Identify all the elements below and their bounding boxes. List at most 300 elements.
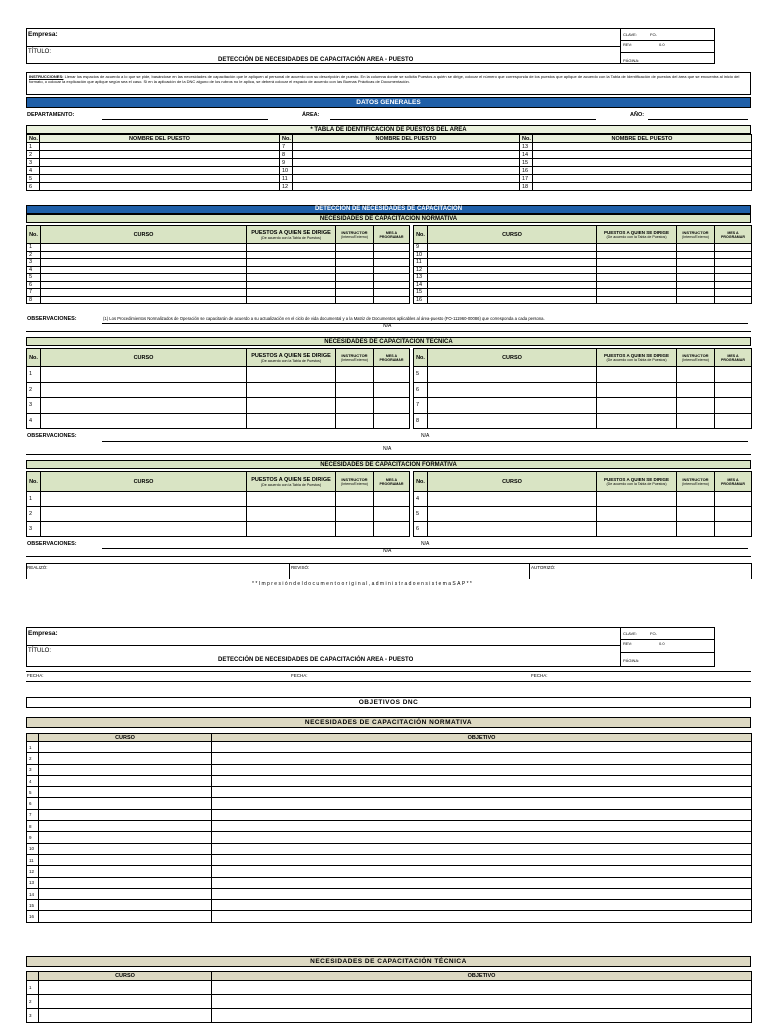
col-instructor: INSTRUCTOR (Interno/Externo) bbox=[336, 349, 374, 367]
row-num: 9 bbox=[280, 159, 293, 167]
col-puestos: PUESTOS A QUIEN SE DIRIGE (De acuerdo con la Tabla de Puestos) bbox=[597, 226, 677, 244]
curso-cell[interactable] bbox=[39, 821, 212, 832]
mes-cell[interactable] bbox=[374, 522, 410, 537]
realizo-label: REALIZÓ: bbox=[27, 565, 48, 570]
curso-cell[interactable] bbox=[41, 413, 247, 429]
instructor-cell[interactable] bbox=[677, 274, 715, 282]
row-num: 6 bbox=[414, 522, 428, 537]
instructor-cell[interactable] bbox=[336, 367, 374, 383]
mes-cell[interactable] bbox=[715, 382, 752, 398]
curso-cell[interactable] bbox=[41, 281, 247, 289]
row-num: 1 bbox=[27, 244, 41, 252]
puestos-cell[interactable] bbox=[247, 398, 336, 414]
row-num: 15 bbox=[520, 159, 533, 167]
row-num: 6 bbox=[414, 382, 428, 398]
row-num: 10 bbox=[414, 251, 428, 259]
objetivo-cell[interactable] bbox=[212, 911, 752, 922]
instructor-cell[interactable] bbox=[677, 492, 715, 507]
row-num: 3 bbox=[27, 398, 41, 414]
objetivo-cell[interactable] bbox=[212, 821, 752, 832]
curso-cell[interactable] bbox=[39, 798, 212, 809]
formativa-table-left bbox=[26, 471, 410, 537]
curso-cell[interactable] bbox=[41, 492, 247, 507]
objetivo-cell[interactable] bbox=[212, 995, 752, 1009]
instructor-cell[interactable] bbox=[336, 296, 374, 304]
mes-cell[interactable] bbox=[715, 289, 752, 297]
instructor-cell[interactable] bbox=[677, 296, 715, 304]
row-num: 4 bbox=[27, 775, 39, 786]
row-num: 5 bbox=[414, 367, 428, 383]
puesto-cell[interactable] bbox=[293, 175, 520, 183]
puestos-cell[interactable] bbox=[247, 382, 336, 398]
puestos-cell[interactable] bbox=[597, 289, 677, 297]
puestos-cell[interactable] bbox=[597, 281, 677, 289]
instructions-text: Llenar los espacios de acuerdo a lo que se pide, basándose en las necesidades de capacitación que le apliquen al personal de acuerdo con su descripción de puesto. En la columna donde se solicita Puestos a quién se dirige, colocar el número que corresponda de los puestos que aplique de acuerdo con la Tabla de Identificación de puestos del área que se encuentra al inicio del formato, o colocar la explicación que aplique según sea el caso. Si en la aplicación de la DNC alguno de los rubros no le aplica, se deberá colocar el espacio de acuerdo con las Buenas Prácticas de Documentación. bbox=[29, 74, 740, 84]
titulo-label: TÍTULO: bbox=[28, 648, 52, 654]
curso-cell[interactable] bbox=[428, 382, 597, 398]
row-num: 2 bbox=[27, 382, 41, 398]
mes-cell[interactable] bbox=[374, 492, 410, 507]
puestos-cell[interactable] bbox=[597, 367, 677, 383]
curso-cell[interactable] bbox=[39, 911, 212, 922]
tecnica-table-left bbox=[26, 348, 410, 429]
observaciones-normativa-text: (1) Los Procedimientos Normalizados de Operación se capacitarán de acuerdo a su actualización en el ciclo de vida documental y a la Matriz de Documentos aplicables al área-puesto (FO-111960-00086) que corresponda a cada persona. bbox=[103, 316, 545, 321]
mes-cell[interactable] bbox=[374, 289, 410, 297]
puesto-cell[interactable] bbox=[533, 175, 752, 183]
row-num: 5 bbox=[414, 507, 428, 522]
row-num: 7 bbox=[280, 143, 293, 151]
puestos-cell[interactable] bbox=[247, 266, 336, 274]
mes-cell[interactable] bbox=[374, 382, 410, 398]
curso-cell[interactable] bbox=[428, 492, 597, 507]
objetivo-cell[interactable] bbox=[212, 854, 752, 865]
objetivo-cell[interactable] bbox=[212, 809, 752, 820]
row-num: 8 bbox=[414, 413, 428, 429]
rev-value: 0.0 bbox=[659, 641, 665, 646]
puestos-cell[interactable] bbox=[247, 274, 336, 282]
puestos-cell[interactable] bbox=[247, 492, 336, 507]
row-num: 4 bbox=[27, 167, 40, 175]
puestos-cell[interactable] bbox=[597, 259, 677, 267]
instructor-cell[interactable] bbox=[336, 492, 374, 507]
instructor-cell[interactable] bbox=[336, 413, 374, 429]
mes-cell[interactable] bbox=[374, 244, 410, 252]
objetivo-cell[interactable] bbox=[212, 981, 752, 995]
row-num: 1 bbox=[27, 367, 41, 383]
puesto-cell[interactable] bbox=[533, 159, 752, 167]
mes-cell[interactable] bbox=[374, 398, 410, 414]
col-no: No. bbox=[520, 135, 533, 143]
puestos-cell[interactable] bbox=[597, 244, 677, 252]
mes-cell[interactable] bbox=[374, 281, 410, 289]
row-num: 15 bbox=[27, 900, 39, 911]
col-instructor: INSTRUCTOR (Interno/Externo) bbox=[336, 226, 374, 244]
instructor-cell[interactable] bbox=[677, 382, 715, 398]
curso-cell[interactable] bbox=[41, 382, 247, 398]
row-num: 4 bbox=[27, 413, 41, 429]
row-num: 8 bbox=[280, 151, 293, 159]
puesto-cell[interactable] bbox=[40, 143, 280, 151]
row-num: 6 bbox=[27, 183, 40, 191]
curso-cell[interactable] bbox=[41, 522, 247, 537]
puestos-cell[interactable] bbox=[597, 522, 677, 537]
curso-cell[interactable] bbox=[428, 367, 597, 383]
col-mes: MES A PROGRAMAR bbox=[374, 472, 410, 492]
mes-cell[interactable] bbox=[374, 296, 410, 304]
objetivo-cell[interactable] bbox=[212, 787, 752, 798]
instructor-cell[interactable] bbox=[336, 274, 374, 282]
row-num: 6 bbox=[27, 798, 39, 809]
row-num: 2 bbox=[27, 507, 41, 522]
puestos-cell[interactable] bbox=[247, 507, 336, 522]
mes-cell[interactable] bbox=[715, 413, 752, 429]
row-num: 2 bbox=[27, 753, 39, 764]
puesto-cell[interactable] bbox=[40, 167, 280, 175]
instructor-cell[interactable] bbox=[677, 281, 715, 289]
curso-cell[interactable] bbox=[39, 888, 212, 899]
curso-cell[interactable] bbox=[39, 900, 212, 911]
rev-value: 0.0 bbox=[659, 42, 665, 47]
col-curso: CURSO bbox=[41, 226, 247, 244]
formativa-bar: NECESIDADES DE CAPACITACION FORMATIVA bbox=[26, 460, 751, 469]
row-num: 16 bbox=[520, 167, 533, 175]
curso-cell[interactable] bbox=[39, 981, 212, 995]
curso-cell[interactable] bbox=[428, 251, 597, 259]
row-num: 13 bbox=[27, 877, 39, 888]
puestos-cell[interactable] bbox=[247, 296, 336, 304]
mes-cell[interactable] bbox=[715, 244, 752, 252]
rev-label: REV: bbox=[623, 641, 633, 646]
instructor-cell[interactable] bbox=[336, 259, 374, 267]
puestos-cell[interactable] bbox=[597, 251, 677, 259]
instructor-cell[interactable] bbox=[677, 522, 715, 537]
puesto-cell[interactable] bbox=[533, 167, 752, 175]
instructor-cell[interactable] bbox=[336, 244, 374, 252]
puestos-cell[interactable] bbox=[247, 281, 336, 289]
curso-cell[interactable] bbox=[428, 522, 597, 537]
col-mes: MES A PROGRAMAR bbox=[374, 349, 410, 367]
puestos-cell[interactable] bbox=[597, 507, 677, 522]
row-num: 8 bbox=[27, 296, 41, 304]
curso-cell[interactable] bbox=[41, 367, 247, 383]
curso-cell[interactable] bbox=[39, 854, 212, 865]
row-num: 2 bbox=[27, 995, 39, 1009]
pagina-label: PÁGINA: bbox=[623, 658, 640, 663]
curso-cell[interactable] bbox=[428, 296, 597, 304]
col-objetivo: OBJETIVO bbox=[212, 972, 752, 981]
curso-cell[interactable] bbox=[428, 266, 597, 274]
puesto-cell[interactable] bbox=[40, 151, 280, 159]
col-no bbox=[27, 972, 39, 981]
objetivo-cell[interactable] bbox=[212, 866, 752, 877]
puestos-cell[interactable] bbox=[597, 266, 677, 274]
row-num: 1 bbox=[27, 492, 41, 507]
curso-cell[interactable] bbox=[41, 398, 247, 414]
instructor-cell[interactable] bbox=[677, 259, 715, 267]
puesto-cell[interactable] bbox=[533, 143, 752, 151]
objetivo-cell[interactable] bbox=[212, 900, 752, 911]
objetivos-normativa-bar: NECESIDADES DE CAPACITACIÓN NORMATIVA bbox=[26, 717, 751, 728]
row-num: 11 bbox=[27, 854, 39, 865]
row-num: 3 bbox=[27, 159, 40, 167]
objetivos-title: OBJETIVOS DNC bbox=[26, 697, 751, 708]
mes-cell[interactable] bbox=[374, 367, 410, 383]
puesto-cell[interactable] bbox=[533, 151, 752, 159]
mes-cell[interactable] bbox=[715, 274, 752, 282]
row-num: 17 bbox=[520, 175, 533, 183]
curso-cell[interactable] bbox=[428, 244, 597, 252]
objetivo-cell[interactable] bbox=[212, 1009, 752, 1023]
curso-cell[interactable] bbox=[39, 832, 212, 843]
col-curso: CURSO bbox=[41, 472, 247, 492]
puestos-cell[interactable] bbox=[247, 251, 336, 259]
datos-generales-bar: DATOS GENERALES bbox=[26, 97, 751, 108]
mes-cell[interactable] bbox=[715, 296, 752, 304]
fecha-label: FECHA: bbox=[27, 673, 44, 678]
objetivos-tecnica-table bbox=[26, 971, 752, 1023]
col-mes: MES A PROGRAMAR bbox=[715, 349, 752, 367]
curso-cell[interactable] bbox=[41, 274, 247, 282]
puesto-cell[interactable] bbox=[293, 143, 520, 151]
puestos-cell[interactable] bbox=[247, 244, 336, 252]
instructor-cell[interactable] bbox=[336, 398, 374, 414]
col-puestos: PUESTOS A QUIEN SE DIRIGE (De acuerdo con la Tabla de Puestos) bbox=[247, 226, 336, 244]
row-num: 3 bbox=[27, 522, 41, 537]
puestos-cell[interactable] bbox=[597, 296, 677, 304]
curso-cell[interactable] bbox=[428, 289, 597, 297]
col-instructor: INSTRUCTOR (Interno/Externo) bbox=[677, 349, 715, 367]
na-text: N/A bbox=[383, 446, 392, 452]
normativa-bar: NECESIDADES DE CAPACITACION NORMATIVA bbox=[26, 214, 751, 223]
instructor-cell[interactable] bbox=[677, 244, 715, 252]
curso-cell[interactable] bbox=[428, 274, 597, 282]
row-num: 7 bbox=[414, 398, 428, 414]
mes-cell[interactable] bbox=[715, 281, 752, 289]
na-text: N/A bbox=[421, 433, 430, 439]
departamento-label: DEPARTAMENTO: bbox=[27, 112, 75, 118]
document-title: DETECCIÓN DE NECESIDADES DE CAPACITACIÓN AREA - PUESTO bbox=[218, 57, 414, 63]
curso-cell[interactable] bbox=[41, 251, 247, 259]
puesto-cell[interactable] bbox=[40, 183, 280, 191]
clave-value: FO- bbox=[650, 631, 657, 636]
col-no: No. bbox=[27, 135, 40, 143]
col-puestos: PUESTOS A QUIEN SE DIRIGE (De acuerdo con la Tabla de Puestos) bbox=[247, 349, 336, 367]
curso-cell[interactable] bbox=[428, 413, 597, 429]
puesto-cell[interactable] bbox=[293, 167, 520, 175]
curso-cell[interactable] bbox=[39, 742, 212, 753]
objetivo-cell[interactable] bbox=[212, 798, 752, 809]
row-num: 1 bbox=[27, 143, 40, 151]
puestos-cell[interactable] bbox=[597, 382, 677, 398]
curso-cell[interactable] bbox=[39, 764, 212, 775]
row-num: 4 bbox=[27, 266, 41, 274]
col-no: No. bbox=[414, 226, 428, 244]
mes-cell[interactable] bbox=[715, 492, 752, 507]
col-curso: CURSO bbox=[428, 349, 597, 367]
mes-cell[interactable] bbox=[374, 259, 410, 267]
row-num: 5 bbox=[27, 787, 39, 798]
row-num: 2 bbox=[27, 251, 41, 259]
puesto-cell[interactable] bbox=[293, 159, 520, 167]
row-num: 3 bbox=[27, 1009, 39, 1023]
col-mes: MES A PROGRAMAR bbox=[715, 472, 752, 492]
instructor-cell[interactable] bbox=[677, 251, 715, 259]
col-no: No. bbox=[27, 349, 41, 367]
curso-cell[interactable] bbox=[39, 1009, 212, 1023]
mes-cell[interactable] bbox=[715, 266, 752, 274]
curso-cell[interactable] bbox=[428, 507, 597, 522]
row-num: 18 bbox=[520, 183, 533, 191]
curso-cell[interactable] bbox=[39, 775, 212, 786]
instructor-cell[interactable] bbox=[336, 382, 374, 398]
anio-label: AÑO: bbox=[630, 112, 645, 118]
objetivos-tecnica-bar: NECESIDADES DE CAPACITACIÓN TÉCNICA bbox=[26, 956, 751, 967]
objetivo-cell[interactable] bbox=[212, 843, 752, 854]
row-num: 14 bbox=[520, 151, 533, 159]
row-num: 5 bbox=[27, 274, 41, 282]
instructor-cell[interactable] bbox=[336, 251, 374, 259]
instructor-cell[interactable] bbox=[677, 289, 715, 297]
row-num: 7 bbox=[27, 289, 41, 297]
puestos-cell[interactable] bbox=[247, 413, 336, 429]
col-curso: CURSO bbox=[428, 472, 597, 492]
objetivo-cell[interactable] bbox=[212, 888, 752, 899]
puestos-cell[interactable] bbox=[597, 398, 677, 414]
curso-cell[interactable] bbox=[41, 266, 247, 274]
col-no: No. bbox=[414, 349, 428, 367]
curso-cell[interactable] bbox=[39, 809, 212, 820]
row-num: 2 bbox=[27, 151, 40, 159]
curso-cell[interactable] bbox=[39, 843, 212, 854]
row-num: 13 bbox=[414, 274, 428, 282]
puesto-cell[interactable] bbox=[293, 151, 520, 159]
col-mes: MES A PROGRAMAR bbox=[715, 226, 752, 244]
col-instructor: INSTRUCTOR (Interno/Externo) bbox=[336, 472, 374, 492]
instructor-cell[interactable] bbox=[336, 507, 374, 522]
puestos-cell[interactable] bbox=[247, 289, 336, 297]
col-no: No. bbox=[280, 135, 293, 143]
puesto-cell[interactable] bbox=[533, 183, 752, 191]
empresa-label: Empresa: bbox=[28, 630, 58, 637]
instructor-cell[interactable] bbox=[677, 398, 715, 414]
puestos-cell[interactable] bbox=[247, 522, 336, 537]
row-num: 6 bbox=[27, 281, 41, 289]
row-num: 7 bbox=[27, 809, 39, 820]
curso-cell[interactable] bbox=[41, 296, 247, 304]
tecnica-bar: NECESIDADES DE CAPACITACION TECNICA bbox=[26, 337, 751, 346]
clave-label: CLAVE: bbox=[623, 32, 637, 37]
curso-cell[interactable] bbox=[41, 259, 247, 267]
mes-cell[interactable] bbox=[715, 251, 752, 259]
mes-cell[interactable] bbox=[374, 507, 410, 522]
instructor-cell[interactable] bbox=[677, 507, 715, 522]
curso-cell[interactable] bbox=[428, 398, 597, 414]
mes-cell[interactable] bbox=[374, 274, 410, 282]
curso-cell[interactable] bbox=[428, 281, 597, 289]
instructor-cell[interactable] bbox=[677, 266, 715, 274]
objetivo-cell[interactable] bbox=[212, 775, 752, 786]
puesto-cell[interactable] bbox=[40, 175, 280, 183]
row-num: 16 bbox=[27, 911, 39, 922]
instructor-cell[interactable] bbox=[336, 266, 374, 274]
mes-cell[interactable] bbox=[374, 266, 410, 274]
observaciones-label: OBSERVACIONES: bbox=[27, 541, 77, 547]
mes-cell[interactable] bbox=[715, 367, 752, 383]
document-title: DETECCIÓN DE NECESIDADES DE CAPACITACIÓN AREA - PUESTO bbox=[218, 657, 414, 663]
mes-cell[interactable] bbox=[715, 259, 752, 267]
instructor-cell[interactable] bbox=[336, 281, 374, 289]
col-nombre: NOMBRE DEL PUESTO bbox=[40, 135, 280, 143]
row-num: 1 bbox=[27, 981, 39, 995]
puestos-cell[interactable] bbox=[597, 492, 677, 507]
puestos-table bbox=[26, 134, 752, 191]
row-num: 4 bbox=[414, 492, 428, 507]
curso-cell[interactable] bbox=[41, 289, 247, 297]
mes-cell[interactable] bbox=[715, 507, 752, 522]
puestos-cell[interactable] bbox=[247, 367, 336, 383]
curso-cell[interactable] bbox=[39, 753, 212, 764]
objetivo-cell[interactable] bbox=[212, 742, 752, 753]
col-puestos: PUESTOS A QUIEN SE DIRIGE (De acuerdo con la Tabla de Puestos) bbox=[597, 349, 677, 367]
mes-cell[interactable] bbox=[374, 251, 410, 259]
col-instructor: INSTRUCTOR (Interno/Externo) bbox=[677, 472, 715, 492]
row-num: 12 bbox=[27, 866, 39, 877]
instructions-label: INSTRUCCIONES: bbox=[29, 74, 64, 79]
instructor-cell[interactable] bbox=[336, 289, 374, 297]
col-no: No. bbox=[414, 472, 428, 492]
na-text: N/A bbox=[383, 548, 392, 554]
col-nombre: NOMBRE DEL PUESTO bbox=[293, 135, 520, 143]
curso-cell[interactable] bbox=[39, 995, 212, 1009]
objetivo-cell[interactable] bbox=[212, 753, 752, 764]
objetivo-cell[interactable] bbox=[212, 764, 752, 775]
puesto-cell[interactable] bbox=[293, 183, 520, 191]
curso-cell[interactable] bbox=[41, 507, 247, 522]
puestos-cell[interactable] bbox=[597, 413, 677, 429]
puesto-cell[interactable] bbox=[40, 159, 280, 167]
instructor-cell[interactable] bbox=[677, 367, 715, 383]
puestos-cell[interactable] bbox=[247, 259, 336, 267]
objetivo-cell[interactable] bbox=[212, 877, 752, 888]
autorizo-label: AUTORIZÓ: bbox=[531, 565, 556, 570]
curso-cell[interactable] bbox=[41, 244, 247, 252]
curso-cell[interactable] bbox=[39, 787, 212, 798]
row-num: 8 bbox=[27, 821, 39, 832]
empresa-label: Empresa: bbox=[28, 31, 58, 38]
row-num: 16 bbox=[414, 296, 428, 304]
instructor-cell[interactable] bbox=[336, 522, 374, 537]
fecha-label: FECHA: bbox=[291, 673, 308, 678]
row-num: 13 bbox=[520, 143, 533, 151]
objetivo-cell[interactable] bbox=[212, 832, 752, 843]
puestos-cell[interactable] bbox=[597, 274, 677, 282]
observaciones-label: OBSERVACIONES: bbox=[27, 433, 77, 439]
curso-cell[interactable] bbox=[39, 877, 212, 888]
row-num: 11 bbox=[280, 175, 293, 183]
row-num: 14 bbox=[27, 888, 39, 899]
mes-cell[interactable] bbox=[374, 413, 410, 429]
col-objetivo: OBJETIVO bbox=[212, 734, 752, 742]
row-num: 5 bbox=[27, 175, 40, 183]
instructor-cell[interactable] bbox=[677, 413, 715, 429]
row-num: 10 bbox=[27, 843, 39, 854]
curso-cell[interactable] bbox=[39, 866, 212, 877]
row-num: 12 bbox=[414, 266, 428, 274]
curso-cell[interactable] bbox=[428, 259, 597, 267]
mes-cell[interactable] bbox=[715, 398, 752, 414]
mes-cell[interactable] bbox=[715, 522, 752, 537]
row-num: 3 bbox=[27, 764, 39, 775]
